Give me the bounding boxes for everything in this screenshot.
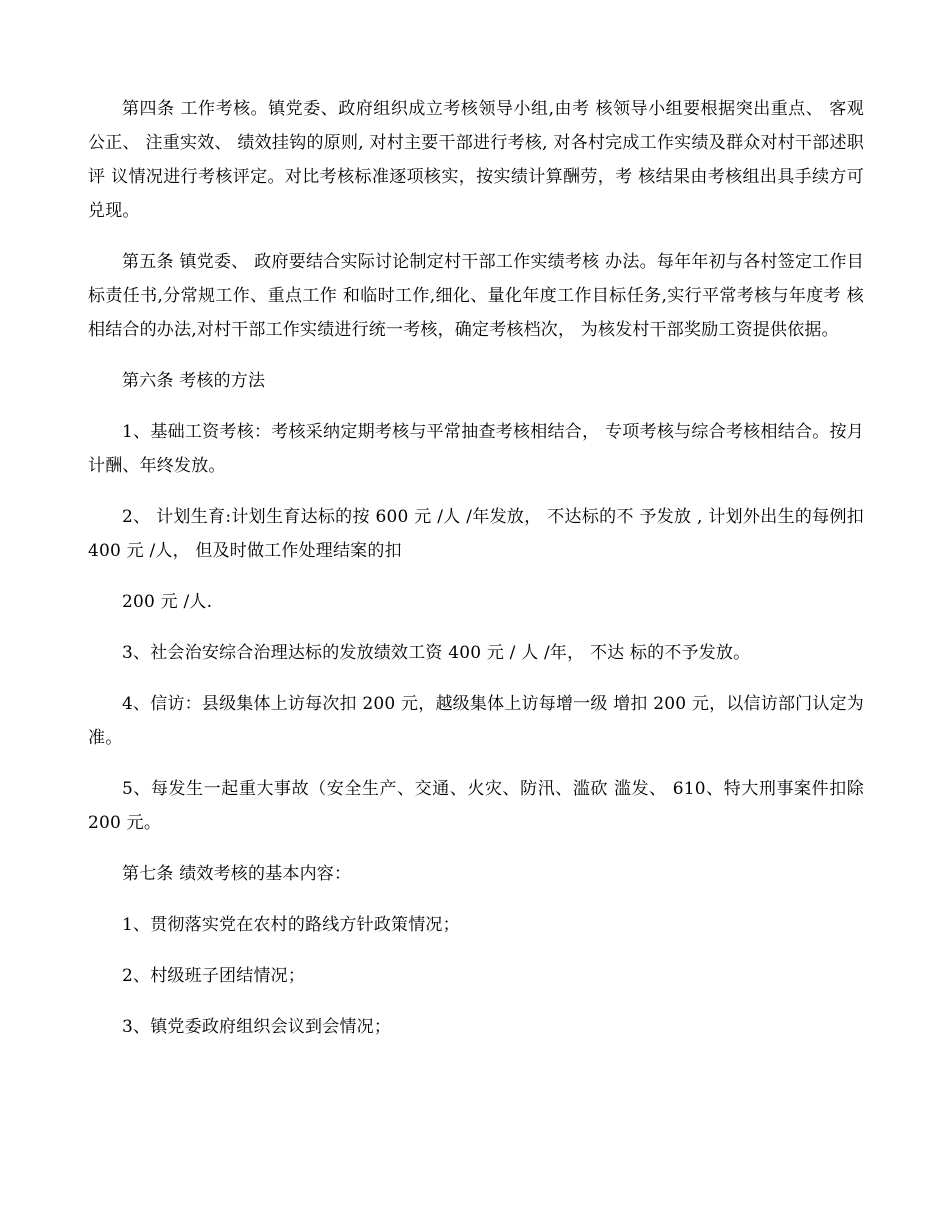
method-item-3: 3、社会治安综合治理达标的发放绩效工资 400 元 / 人 /年， 不达 标的不予发放。 (122, 643, 751, 663)
document-page (88, 92, 864, 1061)
article-5-paragraph: 第五条 镇党委、 政府要结合实际讨论制定村干部工作实绩考核 办法。每年年初与各村签定工作目标责任书,分常规工作、重点工作 和临时工作,细化、量化年度工作目标任务,实行平常考核与年度考 核相结合的办法,对村干部工作实绩进行统一考核，确定考核档次， 为核发村干部奖励工资提供依据。 (88, 252, 864, 340)
method-item-5: 5、每发生一起重大事故（安全生产、交通、火灾、防汛、滥砍 滥发、 610、特大刑事案件扣除 200 元。 (88, 779, 864, 833)
method-item-2: 2、 计划生育:计划生育达标的按 600 元 /人 /年发放， 不达标的不 予发放 , 计划外出生的每例扣 400 元 /人， 但及时做工作处理结案的扣 (88, 507, 864, 561)
article-7-heading: 第七条 绩效考核的基本内容： (122, 864, 352, 884)
method-item-4: 4、信访：县级集体上访每次扣 200 元，越级集体上访每增一级 增扣 200 元，以信访部门认定为准。 (88, 694, 864, 748)
method-item-1: 1、基础工资考核：考核采纳定期考核与平常抽查考核相结合， 专项考核与综合考核相结合。按月计酬、年终发放。 (88, 422, 864, 476)
article-6-heading: 第六条 考核的方法 (122, 371, 266, 391)
article-4-paragraph: 第四条 工作考核。镇党委、政府组织成立考核领导小组,由考 核领导小组要根据突出重点、 客观公正、 注重实效、 绩效挂钩的原则, 对村主要干部进行考核, 对各村完成工作实绩及群众对村干部述职评 议情况进行考核评定。对比考核标准逐项核实，按实绩计算酬劳，考 核结果由考核组出具手续方可兑现。 (88, 99, 864, 221)
content-item-1: 1、贯彻落实党在农村的路线方针政策情况； (122, 915, 460, 935)
content-item-3: 3、镇党委政府组织会议到会情况； (122, 1017, 392, 1037)
method-item-2-continuation: 200 元 /人. (122, 592, 213, 612)
content-item-2: 2、村级班子团结情况； (122, 966, 306, 986)
